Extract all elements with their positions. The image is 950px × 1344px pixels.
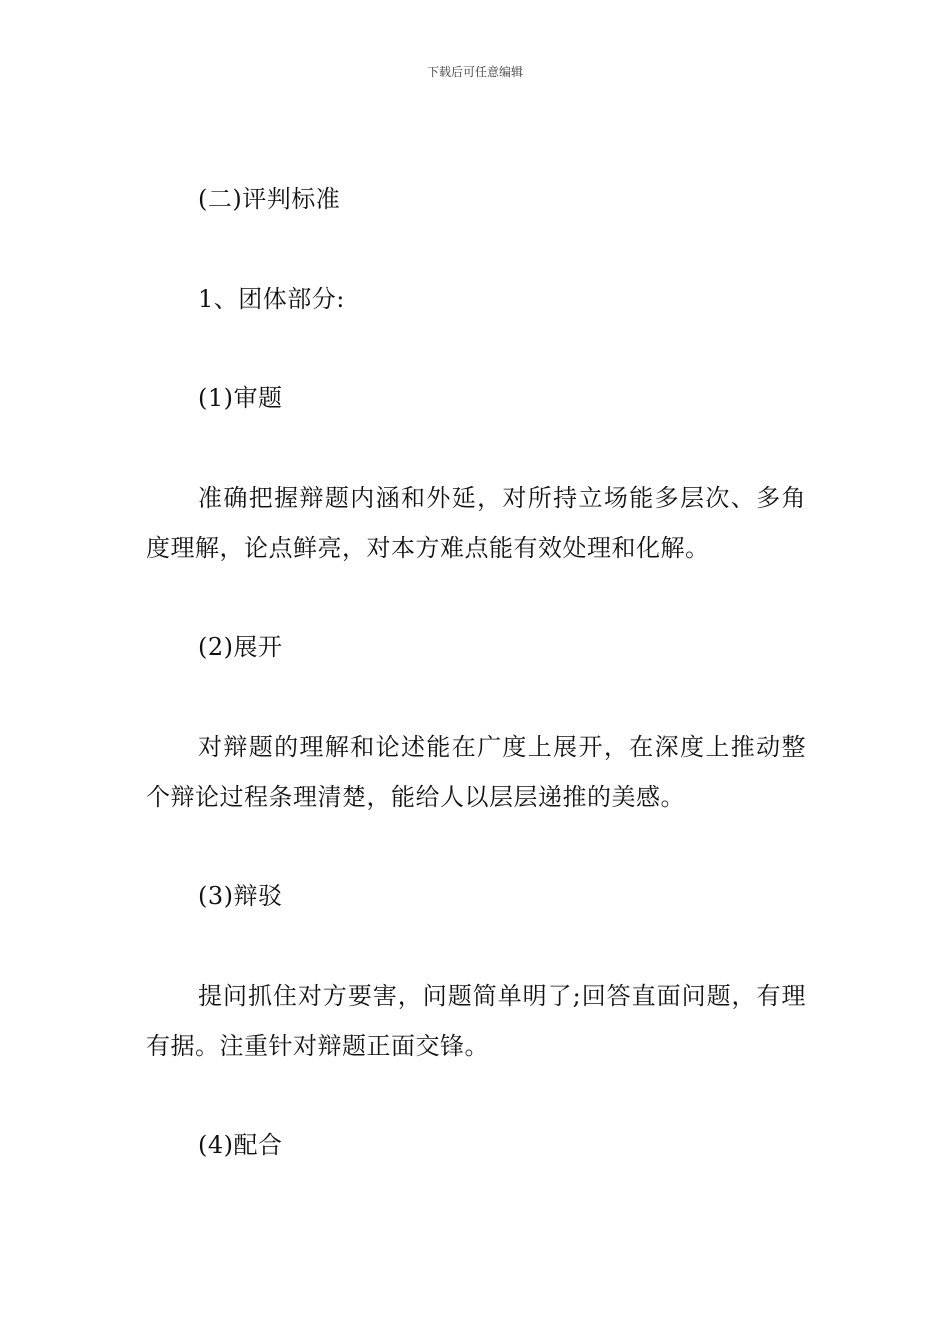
item-heading-rebuttal: (3)辩驳 — [198, 882, 283, 910]
subsection-heading: 1、团体部分: — [198, 285, 345, 313]
paragraph-rebuttal: 提问抓住对方要害，问题简单明了;回答直面问题，有理有据。注重针对辩题正面交锋。 — [146, 982, 806, 1060]
paragraph-review: 准确把握辩题内涵和外延，对所持立场能多层次、多角度理解，论点鲜亮，对本方难点能有效处理和化解。 — [146, 484, 806, 562]
item-heading-review: (1)审题 — [198, 384, 283, 412]
page-header: 下载后可任意编辑 — [426, 65, 523, 79]
item-heading-expand: (2)展开 — [198, 633, 283, 661]
section-heading: (二)评判标准 — [198, 185, 341, 213]
item-heading-cooperation: (4)配合 — [198, 1131, 283, 1159]
paragraph-expand: 对辩题的理解和论述能在广度上展开，在深度上推动整个辩论过程条理清楚，能给人以层层递推的美感。 — [146, 733, 806, 811]
